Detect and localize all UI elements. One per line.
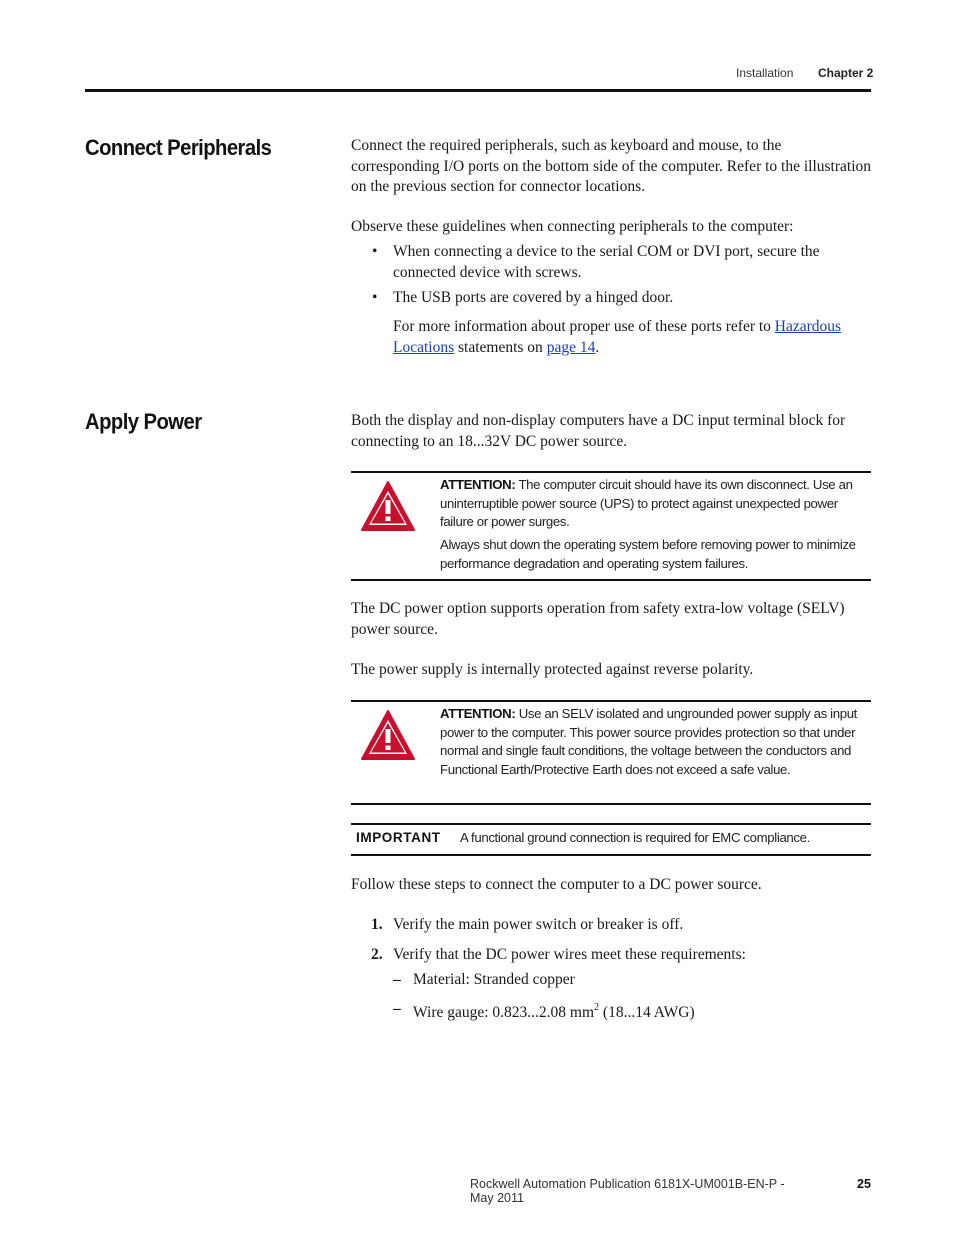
attention-message-2: Always shut down the operating system before removing power to minimize performance degradation and operating system failures.: [440, 537, 856, 571]
step-number: 1.: [371, 916, 383, 933]
connect-para-2: [351, 217, 871, 238]
superscript: 2: [594, 1002, 600, 1013]
important-box: [351, 823, 871, 856]
bullet-dot: •: [372, 243, 378, 260]
bullet-dot: •: [372, 289, 378, 306]
important-label: IMPORTANT: [356, 830, 441, 845]
hazardous-locations-link[interactable]: Hazardous Locations: [393, 318, 842, 356]
wire-gauge-text: Wire gauge: 0.823...2.08 mm: [413, 1004, 595, 1022]
attention-text-1: [440, 476, 870, 574]
heading-connect-peripherals: Connect Peripherals: [85, 135, 272, 160]
connect-para-1: [351, 136, 871, 198]
power-para-2-text: The DC power option supports operation from safety extra-low voltage (SELV) power source.: [351, 600, 845, 638]
power-para-2: [351, 599, 871, 640]
step-number: 2.: [371, 946, 383, 963]
ports-note-text-end: .: [595, 338, 600, 356]
warning-triangle-icon: [360, 480, 416, 532]
wire-gauge-awg: (18...14 AWG): [599, 1004, 695, 1022]
attention-label: ATTENTION:: [440, 477, 516, 492]
power-para-3: [351, 660, 871, 681]
ports-note-text: For more information about proper use of these ports refer to: [393, 318, 775, 335]
attention-box-2: [351, 700, 871, 805]
sub-item-text: [413, 999, 695, 1024]
power-para-4-text: Follow these steps to connect the computer to a DC power source.: [351, 876, 762, 893]
step-text: Verify the main power switch or breaker is off.: [393, 916, 684, 933]
dash-bullet: –: [393, 971, 401, 988]
power-para-4: [351, 875, 871, 896]
connect-para-1-text: Connect the required peripherals, such as keyboard and mouse, to the corresponding I/O ports on the bottom side of the computer. Refer to the illustration on the previous section for connector locations.: [351, 137, 872, 195]
attention-text-2: [440, 705, 870, 780]
footer-publication: Rockwell Automation Publication 6181X-UM001B-EN-P - May 2011: [470, 1177, 785, 1205]
header-chapter: Chapter 2: [818, 66, 874, 80]
attention-box-1: [351, 471, 871, 581]
heading-apply-power: Apply Power: [85, 409, 202, 434]
power-para-3-text: The power supply is internally protected against reverse polarity.: [351, 661, 754, 678]
header-rule: [85, 89, 871, 92]
bullet-text: When connecting a device to the serial COM or DVI port, secure the connected device with screws.: [393, 243, 820, 281]
header-section: Installation: [736, 66, 794, 80]
sub-item-text: Material: Stranded copper: [413, 971, 575, 988]
dash-bullet: –: [393, 1000, 401, 1017]
attention-message: The computer circuit should have its own disconnect. Use an uninterruptible power source (UPS) to protect against unexpected power failure or power surges.: [440, 477, 853, 530]
power-para-1: [351, 411, 871, 452]
attention-message: Use an SELV isolated and ungrounded power supply as input power to the computer. This power source provides protection so that under normal and single fault conditions, the voltage between the conductors and Functional Earth/Protective Earth does not exceed a safe value.: [440, 706, 857, 778]
warning-triangle-icon: [360, 709, 416, 761]
important-text: A functional ground connection is required for EMC compliance.: [460, 830, 810, 845]
bullet-text: The USB ports are covered by a hinged door.: [393, 289, 674, 306]
page-number: 25: [857, 1177, 871, 1191]
attention-label: ATTENTION:: [440, 706, 516, 721]
page-14-link[interactable]: page 14: [546, 338, 596, 356]
power-para-1-text: Both the display and non-display computers have a DC input terminal block for connecting to an 18...32V DC power source.: [351, 412, 846, 450]
ports-note-text-mid: statements on: [454, 338, 547, 356]
ports-note: [393, 317, 871, 358]
step-text: Verify that the DC power wires meet these requirements:: [393, 946, 746, 963]
connect-para-2-text: Observe these guidelines when connecting peripherals to the computer:: [351, 218, 794, 235]
